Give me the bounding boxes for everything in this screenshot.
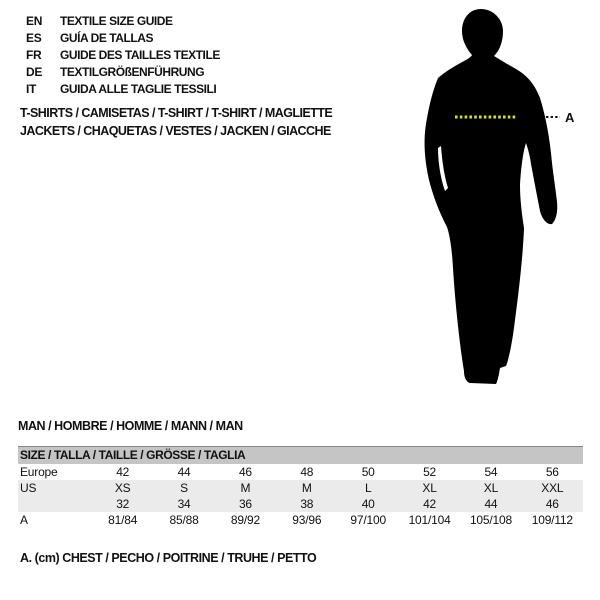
table-cell: 48: [300, 465, 314, 479]
table-cell: 38: [300, 497, 314, 511]
category-block: [20, 104, 332, 140]
table-cell: 93/96: [292, 513, 322, 527]
table-row-chest: [18, 512, 583, 528]
language-code: DE: [26, 64, 43, 79]
row-label: A: [20, 513, 28, 527]
table-cell: XS: [114, 481, 131, 495]
language-row: [26, 63, 220, 80]
man-silhouette-figure: [400, 0, 600, 400]
language-row: [26, 47, 220, 64]
row-label: Europe: [20, 465, 58, 479]
measure-label-a: A: [565, 110, 575, 125]
size-table-header: SIZE / TALLA / TAILLE / GRÖSSE / TAGLIA: [18, 446, 583, 464]
language-row: [26, 80, 220, 97]
table-cell: 97/100: [350, 513, 386, 527]
table-cell: XXL: [541, 481, 564, 495]
table-cell: M: [240, 481, 251, 495]
table-cell: 81/84: [108, 513, 138, 527]
table-cell: 40: [361, 497, 375, 511]
section-title-man: MAN / HOMBRE / HOMME / MANN / MAN: [18, 419, 243, 433]
row-label: US: [20, 481, 37, 495]
language-code: ES: [26, 31, 42, 46]
table-cell: 32: [116, 497, 130, 511]
table-cell: 85/88: [169, 513, 199, 527]
table-cell: 89/92: [230, 513, 260, 527]
table-cell: 42: [116, 465, 130, 479]
table-cell: 50: [361, 465, 375, 479]
table-row-us: [18, 480, 583, 496]
language-row: [26, 13, 220, 30]
language-label: GUIDA ALLE TAGLIE TESSILI: [60, 81, 217, 96]
table-cell: 42: [423, 497, 437, 511]
language-row: [26, 30, 220, 47]
language-code: FR: [26, 47, 42, 62]
table-cell: 52: [423, 465, 437, 479]
man-silhouette: [425, 9, 558, 384]
table-cell: S: [180, 481, 188, 495]
language-label: TEXTILE SIZE GUIDE: [60, 14, 173, 29]
table-cell: 44: [484, 497, 498, 511]
table-cell: 105/108: [469, 513, 512, 527]
table-cell: XL: [422, 481, 437, 495]
table-row-europe: [18, 464, 583, 480]
language-code: EN: [26, 14, 43, 29]
chest-measure-footnote: A. (cm) CHEST / PECHO / POITRINE / TRUHE / PETTO: [20, 551, 317, 565]
table-cell: M: [301, 481, 312, 495]
table-cell: L: [364, 481, 372, 495]
size-table: [18, 446, 583, 528]
category-jackets: JACKETS / CHAQUETAS / VESTES / JACKEN / GIACCHE: [20, 124, 331, 138]
table-cell: 34: [177, 497, 191, 511]
table-cell: 46: [545, 497, 559, 511]
language-code: IT: [26, 81, 37, 96]
table-row-numeric: [18, 496, 583, 512]
table-cell: XL: [483, 481, 499, 495]
table-cell: 54: [484, 465, 498, 479]
language-list: [26, 13, 220, 97]
table-cell: 56: [545, 465, 559, 479]
table-cell: 44: [177, 465, 191, 479]
table-cell: 36: [238, 497, 252, 511]
table-cell: 46: [238, 465, 252, 479]
language-label: TEXTILGRÖßENFÜHRUNG: [60, 64, 205, 79]
language-label: GUIDE DES TAILLES TEXTILE: [60, 47, 220, 62]
table-cell: 109/112: [531, 513, 573, 527]
table-cell: 101/104: [408, 513, 451, 527]
language-label: GUÍA DE TALLAS: [60, 31, 154, 46]
category-tshirts: T-SHIRTS / CAMISETAS / T-SHIRT / T-SHIRT / MAGLIETTE: [20, 106, 333, 120]
